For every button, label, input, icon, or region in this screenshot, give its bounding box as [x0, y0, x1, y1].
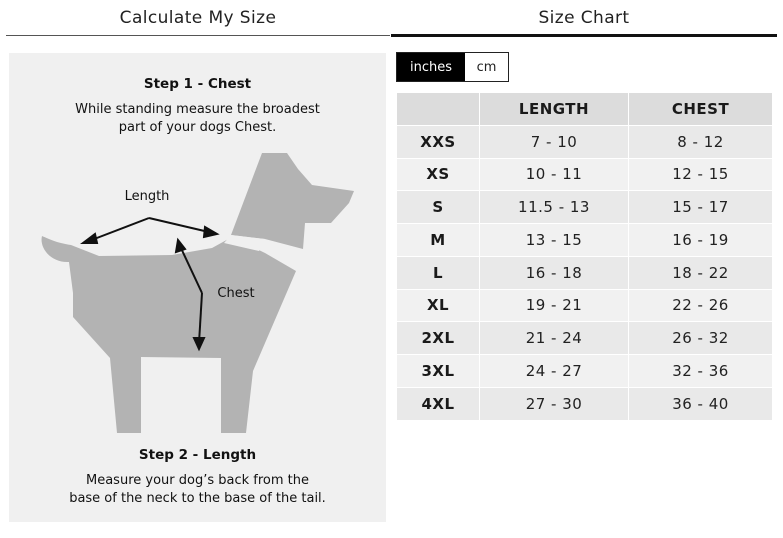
size-chart-table: [396, 92, 773, 421]
size-cell: 3XL: [397, 355, 480, 388]
size-cell: L: [397, 256, 480, 289]
chest-cell: 8 - 12: [629, 125, 773, 158]
length-cell: 19 - 21: [480, 289, 629, 322]
size-cell: XXS: [397, 125, 480, 158]
chest-cell: 15 - 17: [629, 191, 773, 224]
header-chest: CHEST: [629, 93, 773, 126]
size-cell: XS: [397, 158, 480, 191]
length-cell: 13 - 15: [480, 224, 629, 257]
dog-head: [231, 153, 354, 249]
step2-text-line1: Measure your dog’s back from the: [86, 473, 309, 488]
chest-cell: 16 - 19: [629, 224, 773, 257]
measure-guide-panel: [9, 53, 386, 522]
tab-calculate-my-size[interactable]: Calculate My Size: [6, 0, 390, 36]
chest-cell: 26 - 32: [629, 322, 773, 355]
size-cell: S: [397, 191, 480, 224]
table-row: [397, 387, 773, 420]
tab-size-chart[interactable]: Size Chart: [391, 0, 777, 37]
chest-label: Chest: [217, 286, 255, 301]
length-cell: 21 - 24: [480, 322, 629, 355]
table-row: [397, 322, 773, 355]
unit-cm-button[interactable]: cm: [465, 53, 508, 81]
table-row: [397, 355, 773, 388]
table-row: [397, 158, 773, 191]
size-cell: 4XL: [397, 387, 480, 420]
step2-title: Step 2 - Length: [138, 447, 257, 463]
step2-text-line2: base of the neck to the base of the tail.: [69, 491, 326, 506]
table-row: [397, 224, 773, 257]
unit-inches-button[interactable]: inches: [397, 53, 465, 81]
chest-cell: 32 - 36: [629, 355, 773, 388]
step1-text-line1: While standing measure the broadest: [75, 102, 320, 117]
length-label: Length: [124, 189, 170, 204]
length-cell: 27 - 30: [480, 387, 629, 420]
chest-cell: 22 - 26: [629, 289, 773, 322]
table-row: [397, 125, 773, 158]
dog-silhouette: [42, 236, 296, 433]
header-size: [397, 93, 480, 126]
step1-text-line2: part of your dogs Chest.: [118, 120, 277, 135]
length-cell: 7 - 10: [480, 125, 629, 158]
length-cell: 11.5 - 13: [480, 191, 629, 224]
table-row: [397, 256, 773, 289]
step1-title: Step 1 - Chest: [143, 76, 252, 92]
size-cell: M: [397, 224, 480, 257]
chest-cell: 12 - 15: [629, 158, 773, 191]
unit-toggle: [396, 52, 509, 82]
table-row: [397, 191, 773, 224]
chest-cell: 18 - 22: [629, 256, 773, 289]
size-cell: 2XL: [397, 322, 480, 355]
table-row: [397, 289, 773, 322]
size-cell: XL: [397, 289, 480, 322]
length-arrow: [83, 218, 217, 243]
length-cell: 16 - 18: [480, 256, 629, 289]
header-length: LENGTH: [480, 93, 629, 126]
chest-cell: 36 - 40: [629, 387, 773, 420]
length-cell: 10 - 11: [480, 158, 629, 191]
length-cell: 24 - 27: [480, 355, 629, 388]
table-header-row: [397, 93, 773, 126]
